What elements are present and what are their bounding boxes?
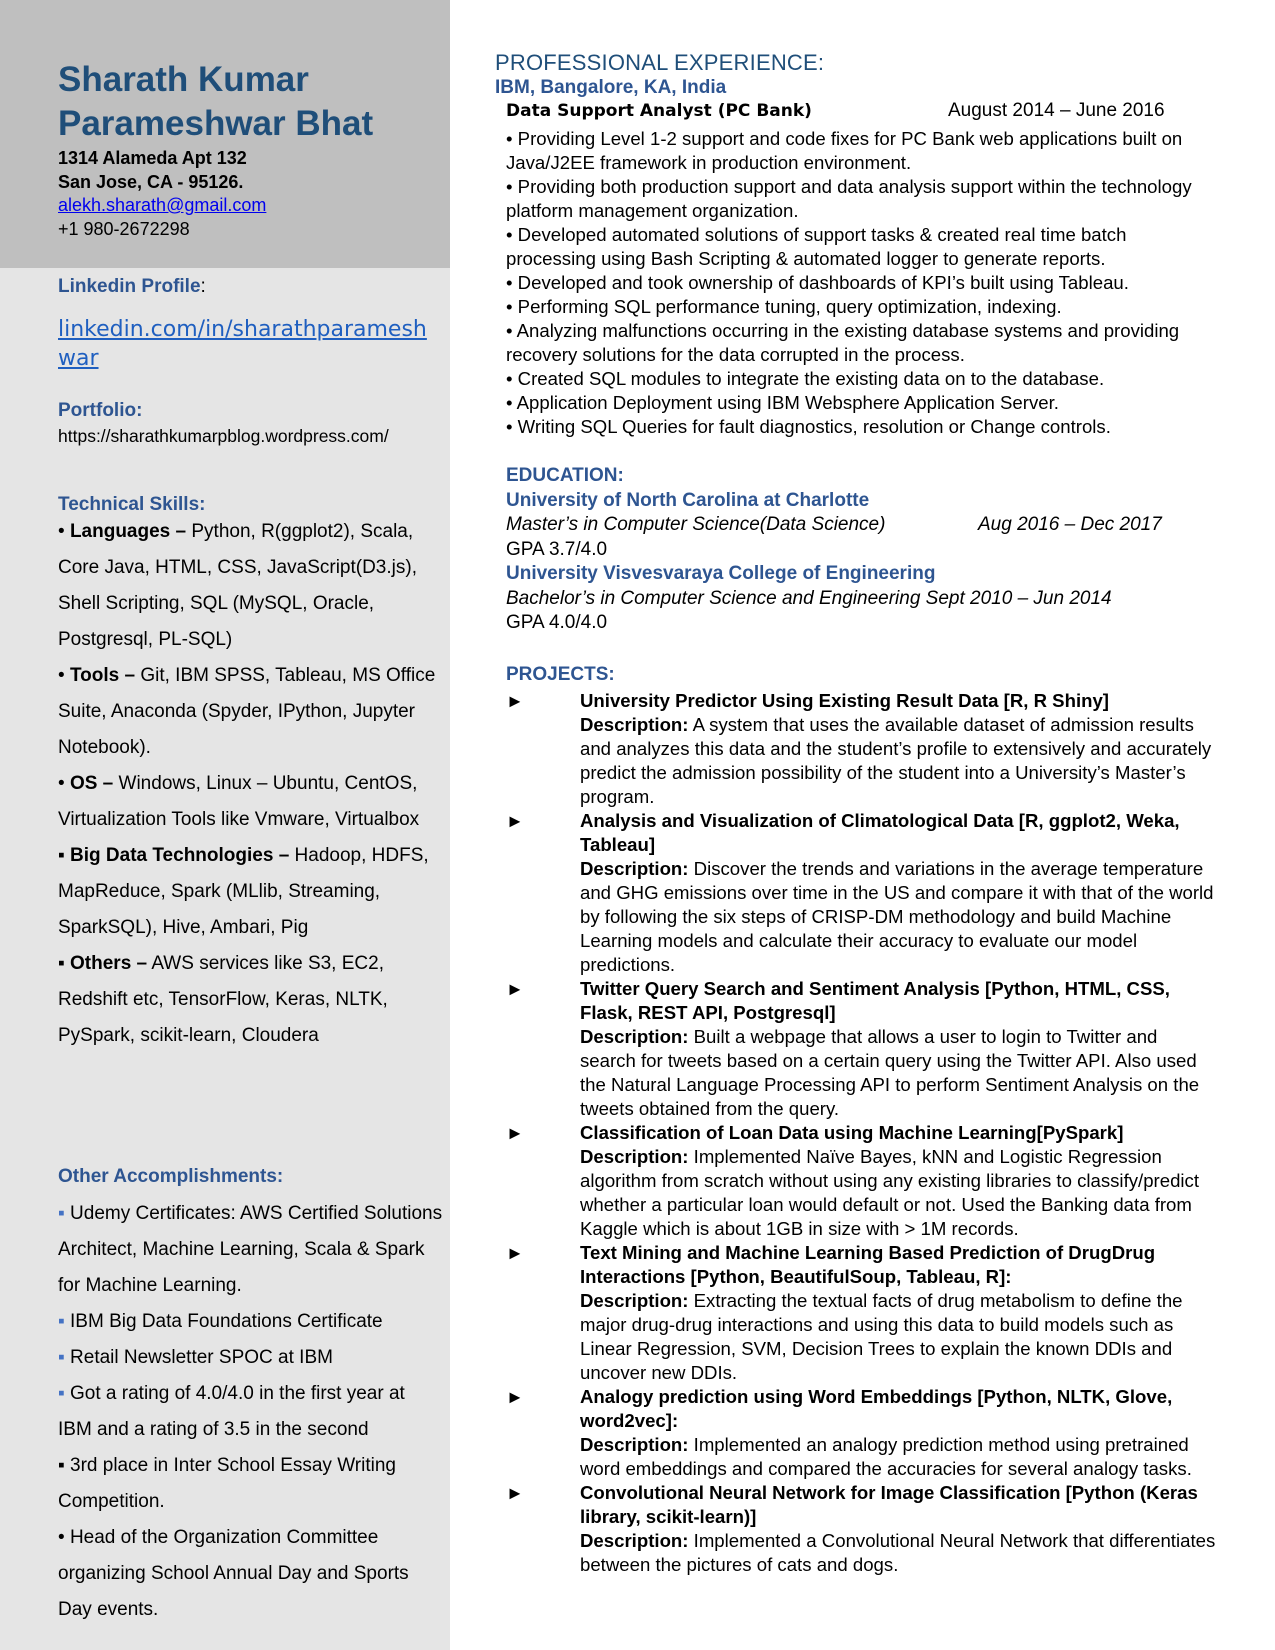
list-item: • Writing SQL Queries for fault diagnostics, resolution or Change controls. <box>506 416 1111 437</box>
arrow-icon: ► <box>506 811 524 831</box>
gpa: GPA 4.0/4.0 <box>506 612 608 633</box>
job-title: Data Support Analyst (PC Bank) <box>506 101 812 121</box>
arrow-icon: ► <box>506 1387 524 1407</box>
arrow-icon: ► <box>506 1123 524 1143</box>
skill-item-tools: • Tools – Git, IBM SPSS, Tableau, MS Office Suite, Anaconda (Spyder, IPython, Jupyter Notebook). <box>58 665 436 758</box>
project-description: Description: Discover the trends and variations in the average temperature and GHG emissions over time in the US and compare it with that of the world by following the six steps of CRISP-DM methodology and build Machine Learning models and calculate their accuracy to evaluate our model predictions. <box>580 858 1214 975</box>
project-item <box>506 977 1216 1121</box>
portfolio-url[interactable]: https://sharathkumarpblog.wordpress.com/ <box>58 426 389 446</box>
skills-heading: Technical Skills: <box>58 494 206 515</box>
address-line-2: San Jose, CA - 95126. <box>58 171 244 192</box>
portfolio-heading: Portfolio: <box>58 400 143 421</box>
contact-info <box>58 147 266 241</box>
project-title: Classification of Loan Data using Machine Learning[PySpark] <box>580 1122 1124 1143</box>
list-item: • Providing both production support and data analysis support within the technology platform management organization. <box>506 176 1192 221</box>
linkedin-link[interactable]: linkedin.com/in/sharathparameshwar <box>58 317 427 371</box>
arrow-icon: ► <box>506 979 524 999</box>
arrow-icon: ► <box>506 691 524 711</box>
education-heading: EDUCATION: <box>506 465 624 486</box>
list-item: • Application Deployment using IBM Websphere Application Server. <box>506 392 1059 413</box>
project-description: Description: Extracting the textual facts of drug metabolism to define the major drug-drug interactions and using this data to build models such as Linear Regression, SVM, Decision Trees to explain the known DDIs and uncover new DDIs. <box>580 1290 1183 1383</box>
skill-item-others: ▪ Others – AWS services like S3, EC2, Redshift etc, TensorFlow, Keras, NLTK, PySpark, scikit-learn, Cloudera <box>58 953 388 1046</box>
experience-heading: PROFESSIONAL EXPERIENCE: <box>495 50 825 75</box>
project-description: Description: Implemented an analogy prediction method using pretrained word embeddings and compared the accuracies for several analogy tasks. <box>580 1434 1192 1479</box>
accomplishment-item: ▪ Udemy Certificates: AWS Certified Solutions Architect, Machine Learning, Scala & Spark for Machine Learning. <box>58 1203 443 1296</box>
project-description: Description: A system that uses the available dataset of admission results and analyzes this data and the student’s profile to extensively and accurately predict the admission possibility of the student into a University’s Master’s program. <box>580 714 1212 807</box>
phone-number: +1 980-2672298 <box>58 218 190 239</box>
address-line-1: 1314 Alameda Apt 132 <box>58 148 247 168</box>
project-description: Description: Built a webpage that allows a user to login to Twitter and search for tweets based on a certain query using the Twitter API. Also used the Natural Language Processing API to perform Sentiment Analysis on the tweets obtained from the query. <box>580 1026 1200 1119</box>
job-dates: August 2014 – June 2016 <box>948 100 1165 121</box>
degree-dates: Aug 2016 – Dec 2017 <box>978 514 1162 535</box>
project-title: Analysis and Visualization of Climatological Data [R, ggplot2, Weka, Tableau] <box>580 810 1180 855</box>
accomplishments-list <box>58 1196 443 1628</box>
accomplishment-item: ▪ IBM Big Data Foundations Certificate <box>58 1311 383 1332</box>
arrow-icon: ► <box>506 1243 524 1263</box>
project-description: Description: Implemented Naïve Bayes, kNN and Logistic Regression algorithm from scratch without using any existing libraries to classify/predict whether a particular loan would default or not. Used the Banking data from Kaggle which is about 1GB in size with > 1M records. <box>580 1146 1200 1239</box>
candidate-name: Sharath Kumar Parameshwar Bhat <box>58 60 374 143</box>
project-item <box>506 1385 1216 1481</box>
experience-bullets <box>506 127 1206 439</box>
projects-list <box>506 689 1216 1577</box>
accomplishment-item: ▪ 3rd place in Inter School Essay Writing Competition. <box>58 1455 396 1512</box>
accomplishment-item: • Head of the Organization Committee organizing School Annual Day and Sports Day events. <box>58 1527 409 1620</box>
list-item: • Analyzing malfunctions occurring in the existing database systems and providing recovery solutions for the data corrupted in the process. <box>506 320 1180 365</box>
skill-item-languages: • Languages – Python, R(ggplot2), Scala, Core Java, HTML, CSS, JavaScript(D3.js), Shell Scripting, SQL (MySQL, Oracle, Postgresql, PL-SQL) <box>58 521 417 650</box>
project-title: Text Mining and Machine Learning Based Prediction of DrugDrug Interactions [Python, BeautifulSoup, Tableau, R]: <box>580 1242 1156 1287</box>
email-link[interactable]: alekh.sharath@gmail.com <box>58 195 267 215</box>
skill-item-os: • OS – Windows, Linux – Ubuntu, CentOS, Virtualization Tools like Vmware, Virtualbox <box>58 773 420 830</box>
linkedin-heading <box>58 276 206 298</box>
school-name: University Visvesvaraya College of Engineering <box>506 563 936 584</box>
projects-heading: PROJECTS: <box>506 664 615 685</box>
accomplishments-heading: Other Accomplishments: <box>58 1166 284 1187</box>
list-item: • Developed and took ownership of dashboards of KPI’s built using Tableau. <box>506 272 1129 293</box>
arrow-icon: ► <box>506 1483 524 1503</box>
school-name: University of North Carolina at Charlotte <box>506 489 870 511</box>
education-section <box>506 464 1206 636</box>
accomplishment-item: ▪ Got a rating of 4.0/4.0 in the first year at IBM and a rating of 3.5 in the second <box>58 1383 405 1440</box>
list-item: • Developed automated solutions of support tasks & created real time batch processing using Bash Scripting & automated logger to generate reports. <box>506 224 1127 269</box>
gpa: GPA 3.7/4.0 <box>506 538 608 560</box>
project-item <box>506 809 1216 977</box>
project-item <box>506 689 1216 809</box>
degree: Master’s in Computer Science(Data Science) Aug 2016 – Dec 2017 <box>506 513 1206 538</box>
project-item <box>506 1481 1216 1577</box>
project-title: University Predictor Using Existing Result Data [R, R Shiny] <box>580 690 1109 711</box>
list-item: • Created SQL modules to integrate the existing data on to the database. <box>506 368 1105 389</box>
project-description: Description: Implemented a Convolutional Neural Network that differentiates between the pictures of cats and dogs. <box>580 1530 1216 1575</box>
skill-item-big-data: ▪ Big Data Technologies – Hadoop, HDFS, MapReduce, Spark (MLlib, Streaming, SparkSQL), Hive, Ambari, Pig <box>58 845 429 938</box>
project-item <box>506 1121 1216 1241</box>
list-item: • Providing Level 1-2 support and code fixes for PC Bank web applications built on Java/J2EE framework in production environment. <box>506 128 1183 173</box>
project-item <box>506 1241 1216 1385</box>
linkedin-label: Linkedin Profile <box>58 276 201 297</box>
list-item: • Performing SQL performance tuning, query optimization, indexing. <box>506 296 1062 317</box>
degree: Bachelor’s in Computer Science and Engineering Sept 2010 – Jun 2014 <box>506 587 1112 609</box>
project-title: Convolutional Neural Network for Image Classification [Python (Keras library, scikit-learn)] <box>580 1482 1198 1527</box>
skills-list <box>58 514 438 1054</box>
accomplishment-item: ▪ Retail Newsletter SPOC at IBM <box>58 1347 333 1368</box>
project-title: Twitter Query Search and Sentiment Analysis [Python, HTML, CSS, Flask, REST API, Postgresql] <box>580 978 1170 1023</box>
company-name: IBM, Bangalore, KA, India <box>495 77 727 98</box>
linkedin-colon: : <box>200 276 206 297</box>
project-title: Analogy prediction using Word Embeddings [Python, NLTK, Glove, word2vec]: <box>580 1386 1173 1431</box>
